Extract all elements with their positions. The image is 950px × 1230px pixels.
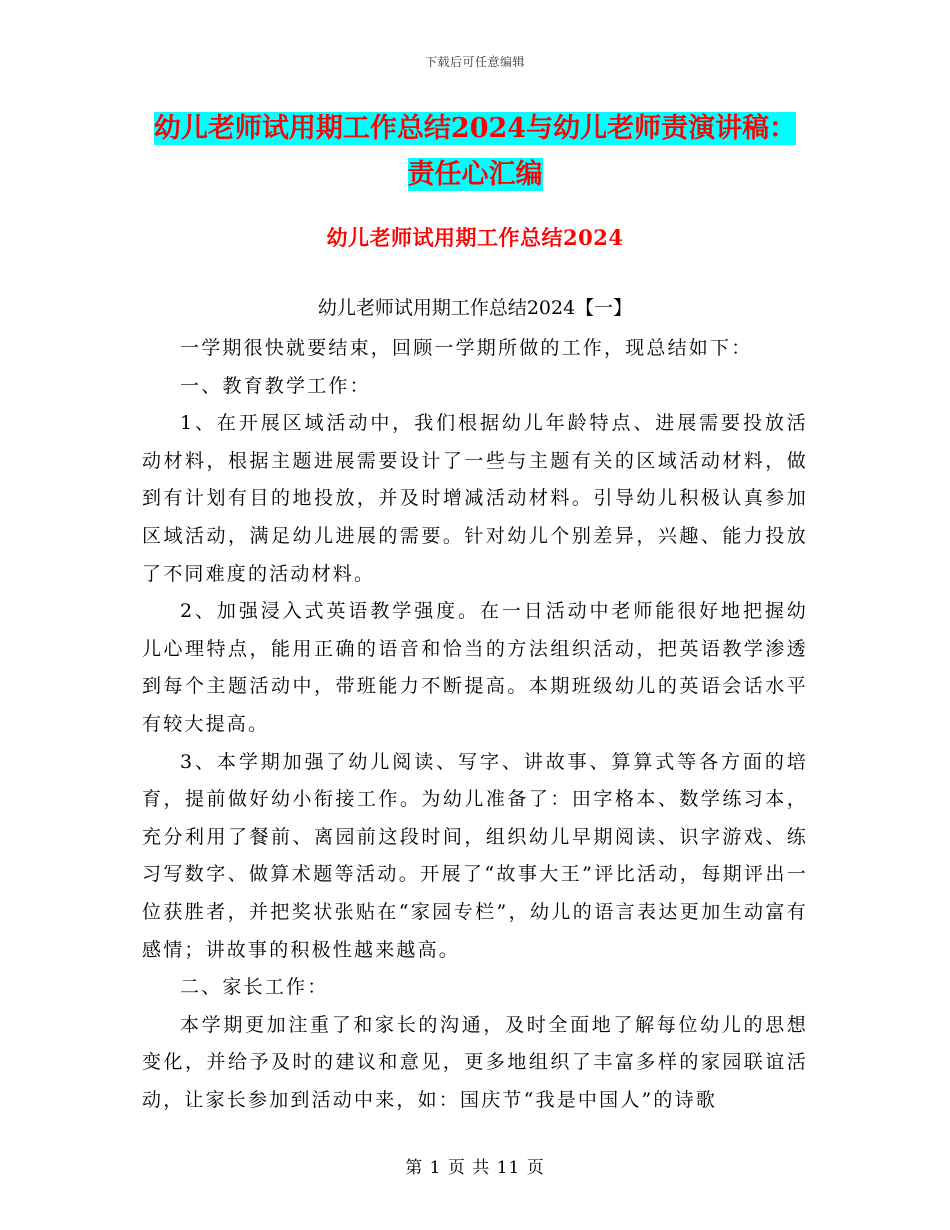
document-title-line-1: 幼儿老师试用期工作总结2024与幼儿老师责演讲稿：	[153, 113, 797, 144]
body-text	[142, 330, 808, 1119]
page-number: 第 1 页 共 11 页	[405, 1158, 545, 1178]
heading-parent-work: 二、家长工作：	[180, 976, 329, 999]
section-title: 幼儿老师试用期工作总结2024	[326, 225, 624, 250]
sub-title: 幼儿老师试用期工作总结2024【一】	[317, 297, 633, 319]
heading-teaching-work: 一、教育教学工作：	[180, 374, 371, 397]
header-note: 下载后可任意编辑	[424, 55, 525, 69]
paragraph-intro: 一学期很快就要结束，回顾一学期所做的工作，现总结如下：	[180, 337, 753, 359]
paragraph-item-3: 3、本学期加强了幼儿阅读、写字、讲故事、算算式等各方面的培育，提前做好幼小衔接工作。为幼儿准备了：田字格本、数学练习本，充分利用了餐前、离园前这段时间，组织幼儿早期阅读、识字游戏、练习写数字、做算术题等活动。开展了“故事大王”评比活动，每期评出一位获胜者，并把奖状张贴在“家园专栏”，幼儿的语言表达更加生动富有感情；讲故事的积极性越来越高。	[142, 750, 808, 961]
paragraph-parent-work: 本学期更加注重了和家长的沟通，及时全面地了解每位幼儿的思想变化，并给予及时的建议和意见，更多地组织了丰富多样的家园联谊活动，让家长参加到活动中来，如：国庆节“我是中国人”的诗歌	[142, 1013, 808, 1111]
paragraph-item-2: 2、加强浸入式英语教学强度。在一日活动中老师能很好地把握幼儿心理特点，能用正确的语音和恰当的方法组织活动，把英语教学渗透到每个主题活动中，带班能力不断提高。本期班级幼儿的英语会话水平有较大提高。	[142, 600, 808, 735]
document-title-line-2: 责任心汇编	[407, 159, 543, 190]
document-title	[140, 106, 810, 198]
paragraph-item-1: 1、在开展区域活动中，我们根据幼儿年龄特点、进展需要投放活动材料，根据主题进展需要设计了一些与主题有关的区域活动材料，做到有计划有目的地投放，并及时增减活动材料。引导幼儿积极认真参加区域活动，满足幼儿进展的需要。针对幼儿个别差异，兴趣、能力投放了不同难度的活动材料。	[142, 412, 808, 585]
